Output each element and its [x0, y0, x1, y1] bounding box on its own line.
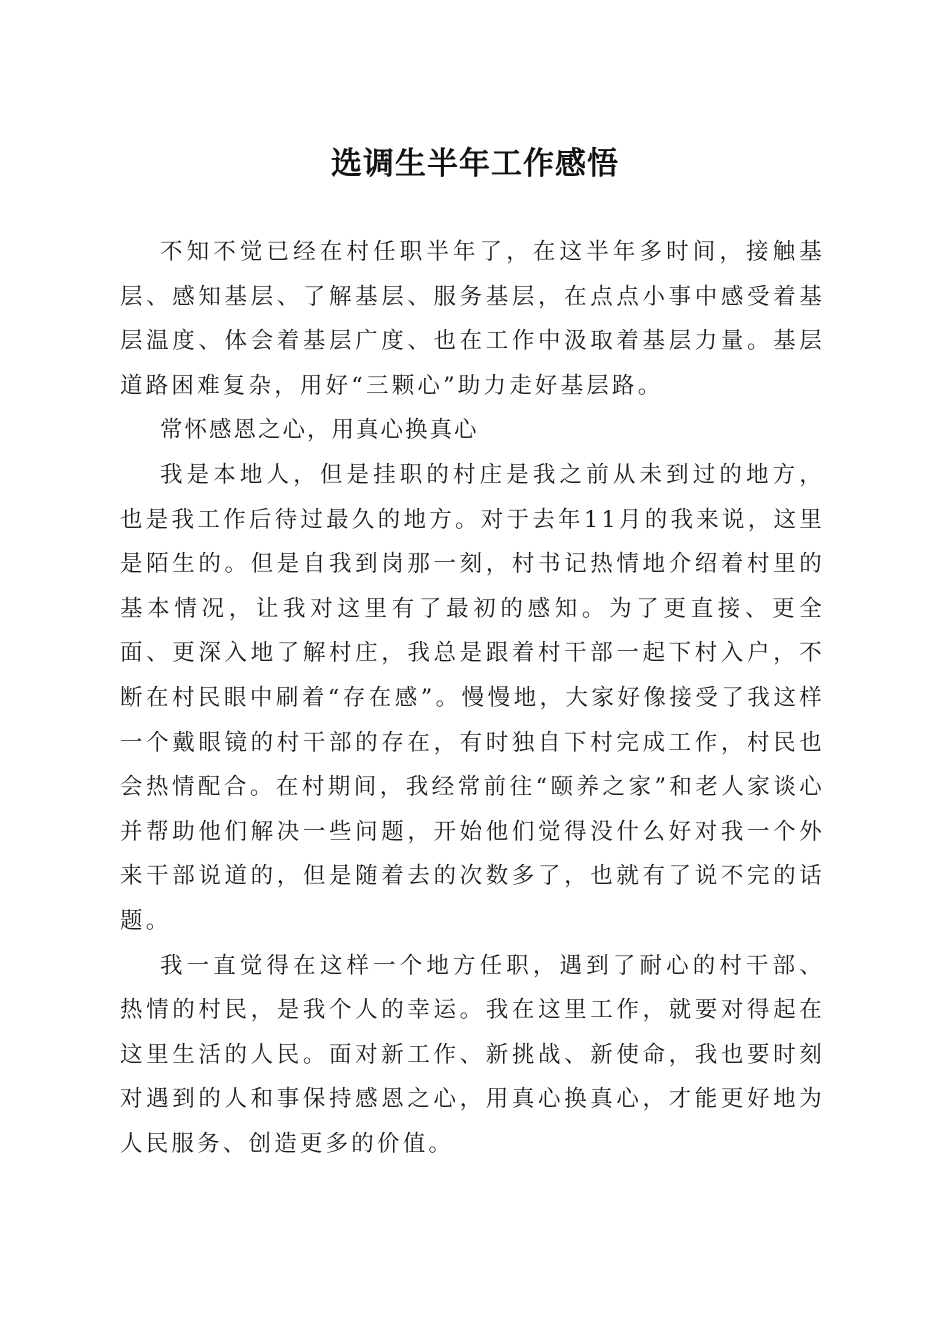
section-heading: 常怀感恩之心，用真心换真心	[160, 417, 479, 444]
document-title: 选调生半年工作感悟	[331, 146, 619, 182]
paragraph-intro: 不知不觉已经在村任职半年了，在这半年多时间，接触基层、感知基层、了解基层、服务基层，在点点小事中感受着基层温度、体会着基层广度、也在工作中汲取着基层力量。基层道路困难复杂，用好“三颗心”助力走好基层路。	[120, 239, 825, 399]
paragraph-reflection: 我一直觉得在这样一个地方任职，遇到了耐心的村干部、热情的村民，是我个人的幸运。我在这里工作，就要对得起在这里生活的人民。面对新工作、新挑战、新使命，我也要时刻对遇到的人和事保持感恩之心，用真心换真心，才能更好地为人民服务、创造更多的价值。	[120, 952, 825, 1157]
paragraph-story: 我是本地人，但是挂职的村庄是我之前从未到过的地方，也是我工作后待过最久的地方。对于去年11月的我来说，这里是陌生的。但是自我到岗那一刻，村书记热情地介绍着村里的基本情况，让我对这里有了最初的感知。为了更直接、更全面、更深入地了解村庄，我总是跟着村干部一起下村入户，不断在村民眼中刷着“存在感”。慢慢地，大家好像接受了我这样一个戴眼镜的村干部的存在，有时独自下村完成工作，村民也会热情配合。在村期间，我经常前往“颐养之家”和老人家谈心并帮助他们解决一些问题，开始他们觉得没什么好对我一个外来干部说道的，但是随着去的次数多了，也就有了说不完的话题。	[120, 461, 825, 934]
document-body	[120, 230, 825, 1166]
